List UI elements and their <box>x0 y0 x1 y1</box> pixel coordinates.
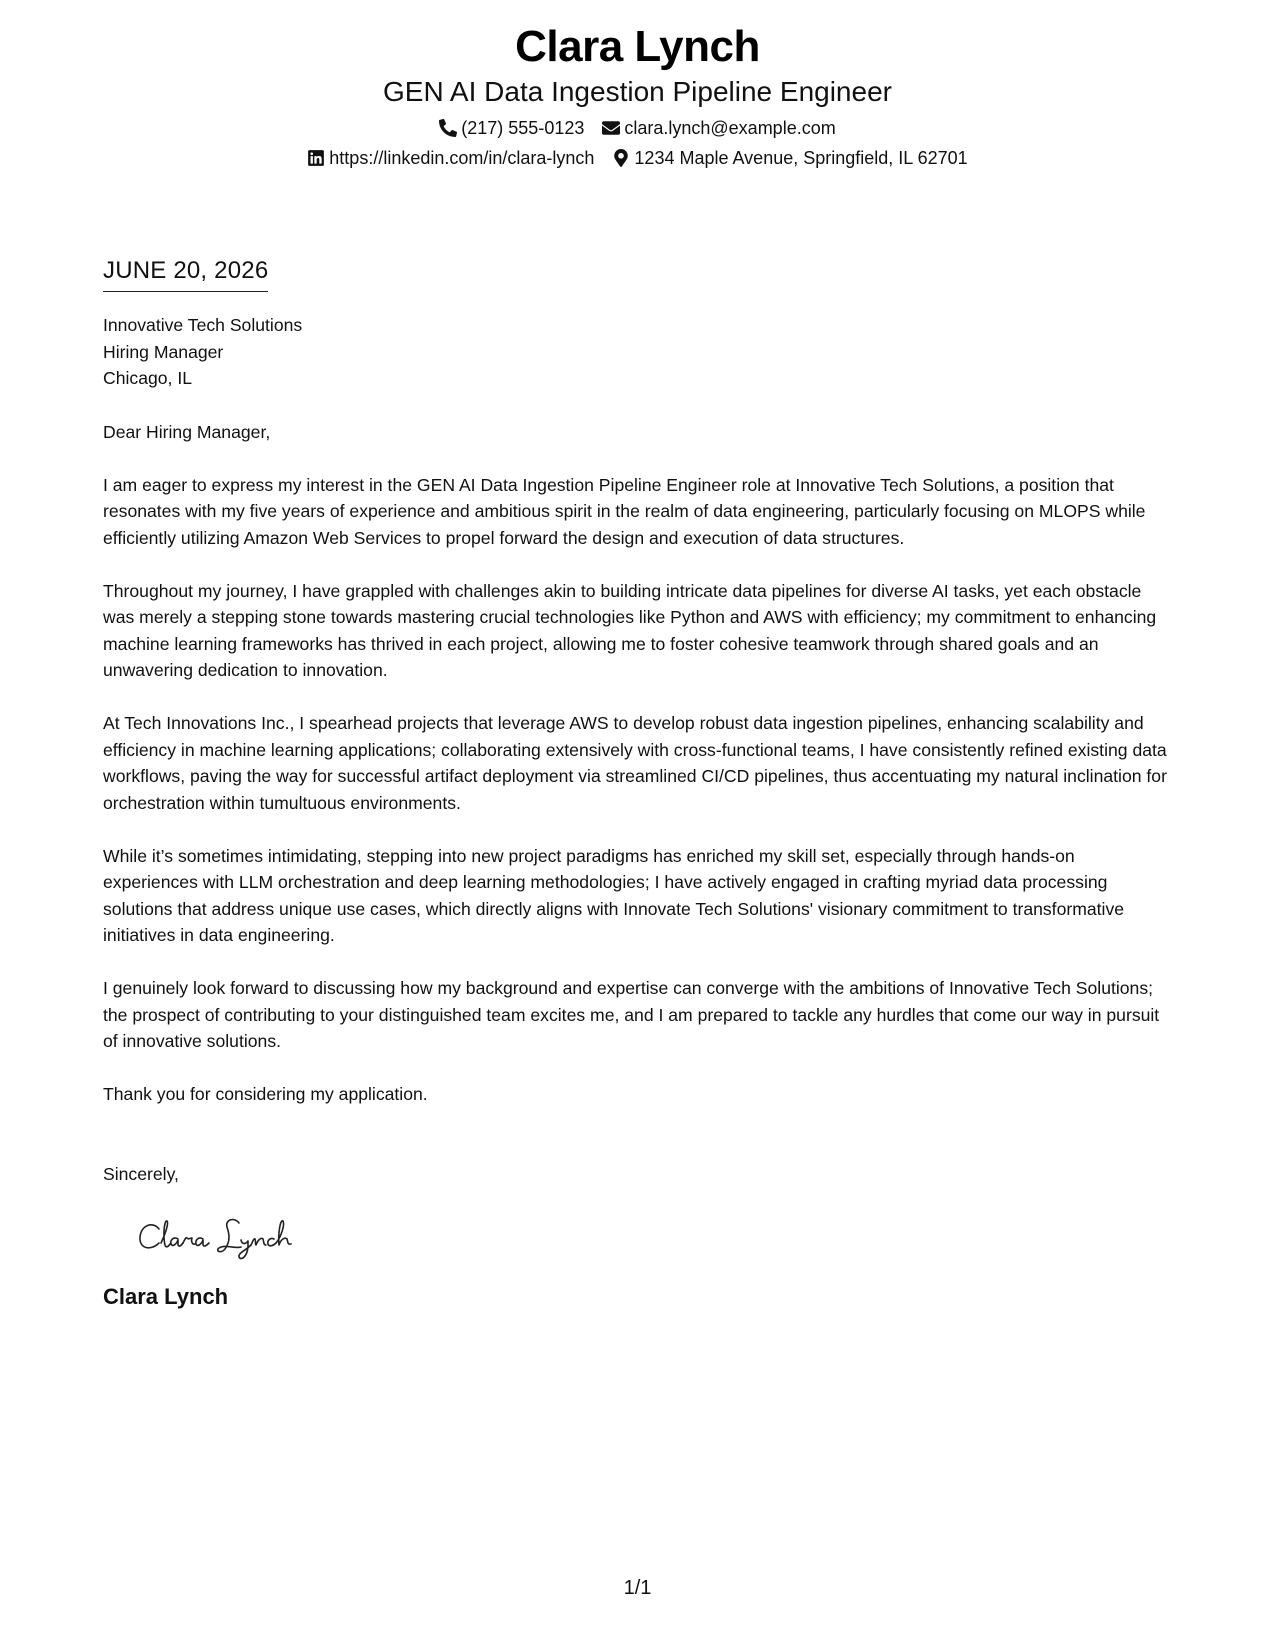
body-paragraph: I genuinely look forward to discussing how my background and expertise can converge with the ambitions of Innovative Tech Solutions; the prospect of contributing to your distinguished team excites me, and I am prepared to tackle any hurdles that come our way in pursuit of innovative solutions. <box>103 978 1160 1051</box>
body-paragraph: At Tech Innovations Inc., I spearhead projects that leverage AWS to develop robust data ingestion pipelines, enhancing scalability and efficiency in machine learning applications; collaborating extensively with cross-functional teams, I have consistently refined existing data workflows, paving the way for successful artifact deployment via streamlined CI/CD pipelines, thus accentuating my natural inclination for orchestration within tumultuous environments. <box>103 713 1167 813</box>
recipient-location: Chicago, IL <box>103 368 192 388</box>
handwritten-signature <box>135 1207 1173 1267</box>
contact-row-primary <box>0 116 1275 140</box>
address-contact <box>612 146 967 170</box>
signer-name: Clara Lynch <box>103 1284 229 1309</box>
map-pin-icon <box>612 149 630 167</box>
closing: Sincerely, <box>103 1163 179 1184</box>
contact-row-secondary <box>0 146 1275 170</box>
recipient-block <box>103 312 1173 392</box>
applicant-role: GEN AI Data Ingestion Pipeline Engineer <box>383 76 892 107</box>
body-paragraph: While it’s sometimes intimidating, stepping into new project paradigms has enriched my skill set, especially through hands-on experiences with LLM orchestration and deep learning methodologies; I have actively engaged in crafting myriad data processing solutions that address unique use cases, which directly aligns with Innovate Tech Solutions' visionary commitment to transformative initiatives in data engineering. <box>103 845 1125 945</box>
linkedin-link[interactable]: https://linkedin.com/in/clara-lynch <box>329 148 595 168</box>
phone-text: (217) 555-0123 <box>461 118 585 138</box>
phone-contact <box>439 116 584 140</box>
email-contact <box>602 116 835 140</box>
applicant-name: Clara Lynch <box>515 22 760 71</box>
address-text: 1234 Maple Avenue, Springfield, IL 62701 <box>634 148 968 168</box>
letter-body <box>103 255 1173 1311</box>
letter-header <box>0 20 1275 170</box>
letter-date: JUNE 20, 2026 <box>103 255 268 292</box>
body-paragraph: Throughout my journey, I have grappled with challenges akin to building intricate data pipelines for diverse AI tasks, yet each obstacle was merely a stepping stone towards mastering crucial technologies like Python and AWS with efficiency; my commitment to enhancing machine learning frameworks has thrived in each project, allowing me to foster cohesive teamwork through shared goals and an unwavering dedication to innovation. <box>103 580 1157 680</box>
email-text[interactable]: clara.lynch@example.com <box>624 118 836 138</box>
linkedin-contact <box>307 146 594 170</box>
recipient-company: Innovative Tech Solutions <box>103 315 303 335</box>
body-paragraph: Thank you for considering my application. <box>103 1084 428 1104</box>
recipient-title: Hiring Manager <box>103 341 224 362</box>
linkedin-icon <box>307 149 325 167</box>
page-number: 1/1 <box>623 1577 652 1599</box>
salutation: Dear Hiring Manager, <box>103 421 271 442</box>
body-paragraph: I am eager to express my interest in the GEN AI Data Ingestion Pipeline Engineer role at Innovative Tech Solutions, a position that resonates with my five years of experience and ambitious spirit in the realm of data engineering, particularly focusing on MLOPS while efficiently utilizing Amazon Web Services to propel forward the design and execution of data structures. <box>103 474 1146 548</box>
phone-icon <box>439 119 457 137</box>
envelope-icon <box>602 119 620 137</box>
